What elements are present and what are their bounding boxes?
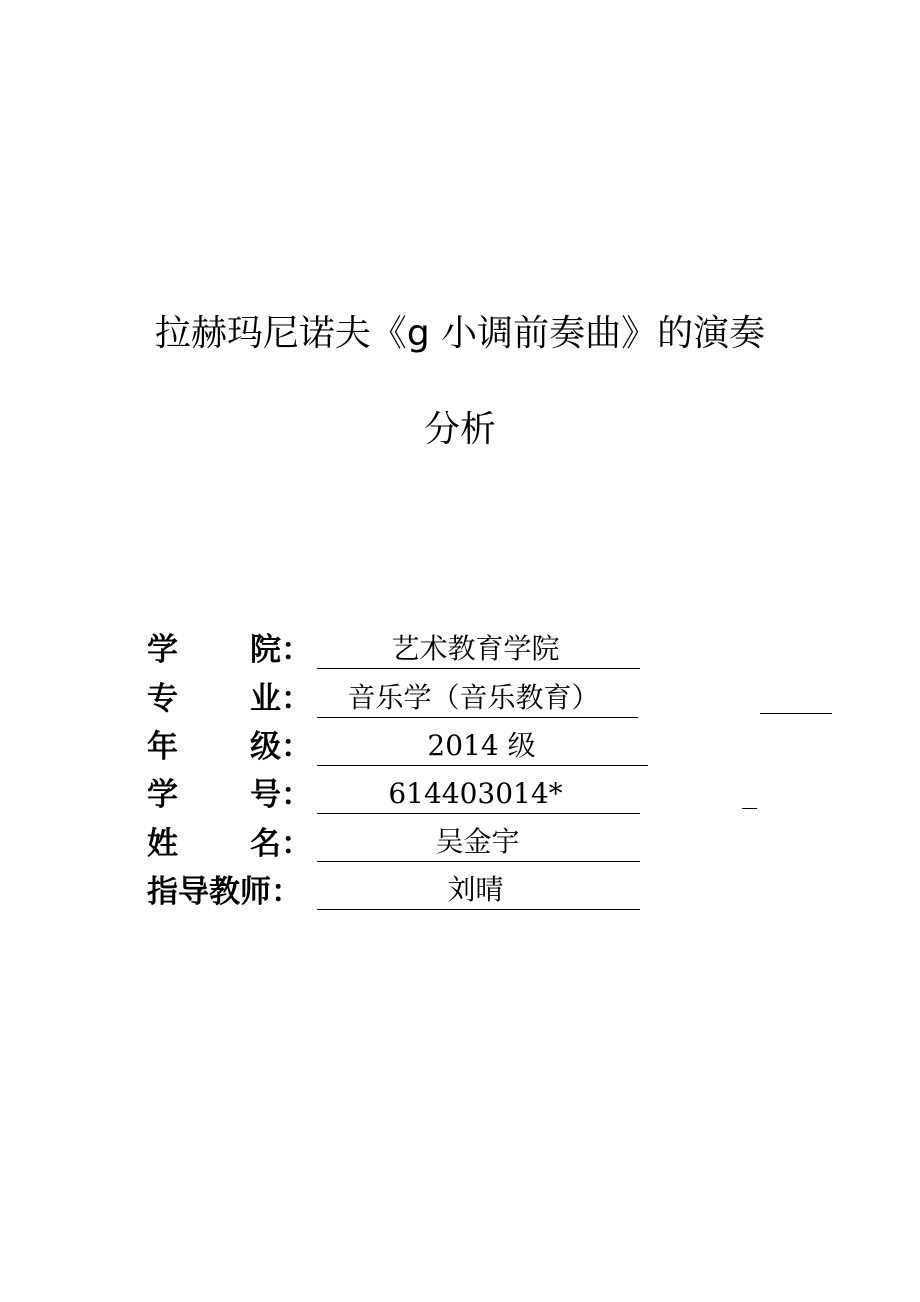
major-field <box>317 679 638 718</box>
student-id-value: 614403014* <box>388 777 563 810</box>
grade-value: 2014 级 <box>427 729 536 762</box>
name-field <box>317 823 640 862</box>
grade-field <box>317 727 648 766</box>
student-id-field <box>317 775 640 814</box>
advisor-value: 刘晴 <box>447 873 504 906</box>
college-field <box>317 630 640 669</box>
college-value: 艺术教育学院 <box>391 632 560 665</box>
name-label-char1: 姓 <box>147 826 178 862</box>
name-label-char2: 名： <box>250 826 312 862</box>
major-extra-underline <box>760 712 832 714</box>
major-label-char1: 专 <box>147 681 178 717</box>
advisor-label: 指导教师： <box>147 874 302 910</box>
title-line-1: 拉赫玛尼诺夫《g 小调前奏曲》的演奏 <box>154 313 766 354</box>
student-id-extra-underline <box>742 807 757 809</box>
college-label-char2: 院： <box>250 632 312 668</box>
major-label-char2: 业： <box>250 681 312 717</box>
title-line-2: 分析 <box>423 409 496 450</box>
student-id-label-char1: 学 <box>147 777 178 813</box>
grade-label-char2: 级： <box>250 729 312 765</box>
major-value: 音乐学（音乐教育） <box>347 681 600 714</box>
name-value: 吴金宇 <box>435 825 520 858</box>
college-label-char1: 学 <box>147 632 178 668</box>
advisor-field <box>317 871 640 910</box>
grade-label-char1: 年 <box>147 729 178 765</box>
student-id-label-char2: 号： <box>250 777 312 813</box>
